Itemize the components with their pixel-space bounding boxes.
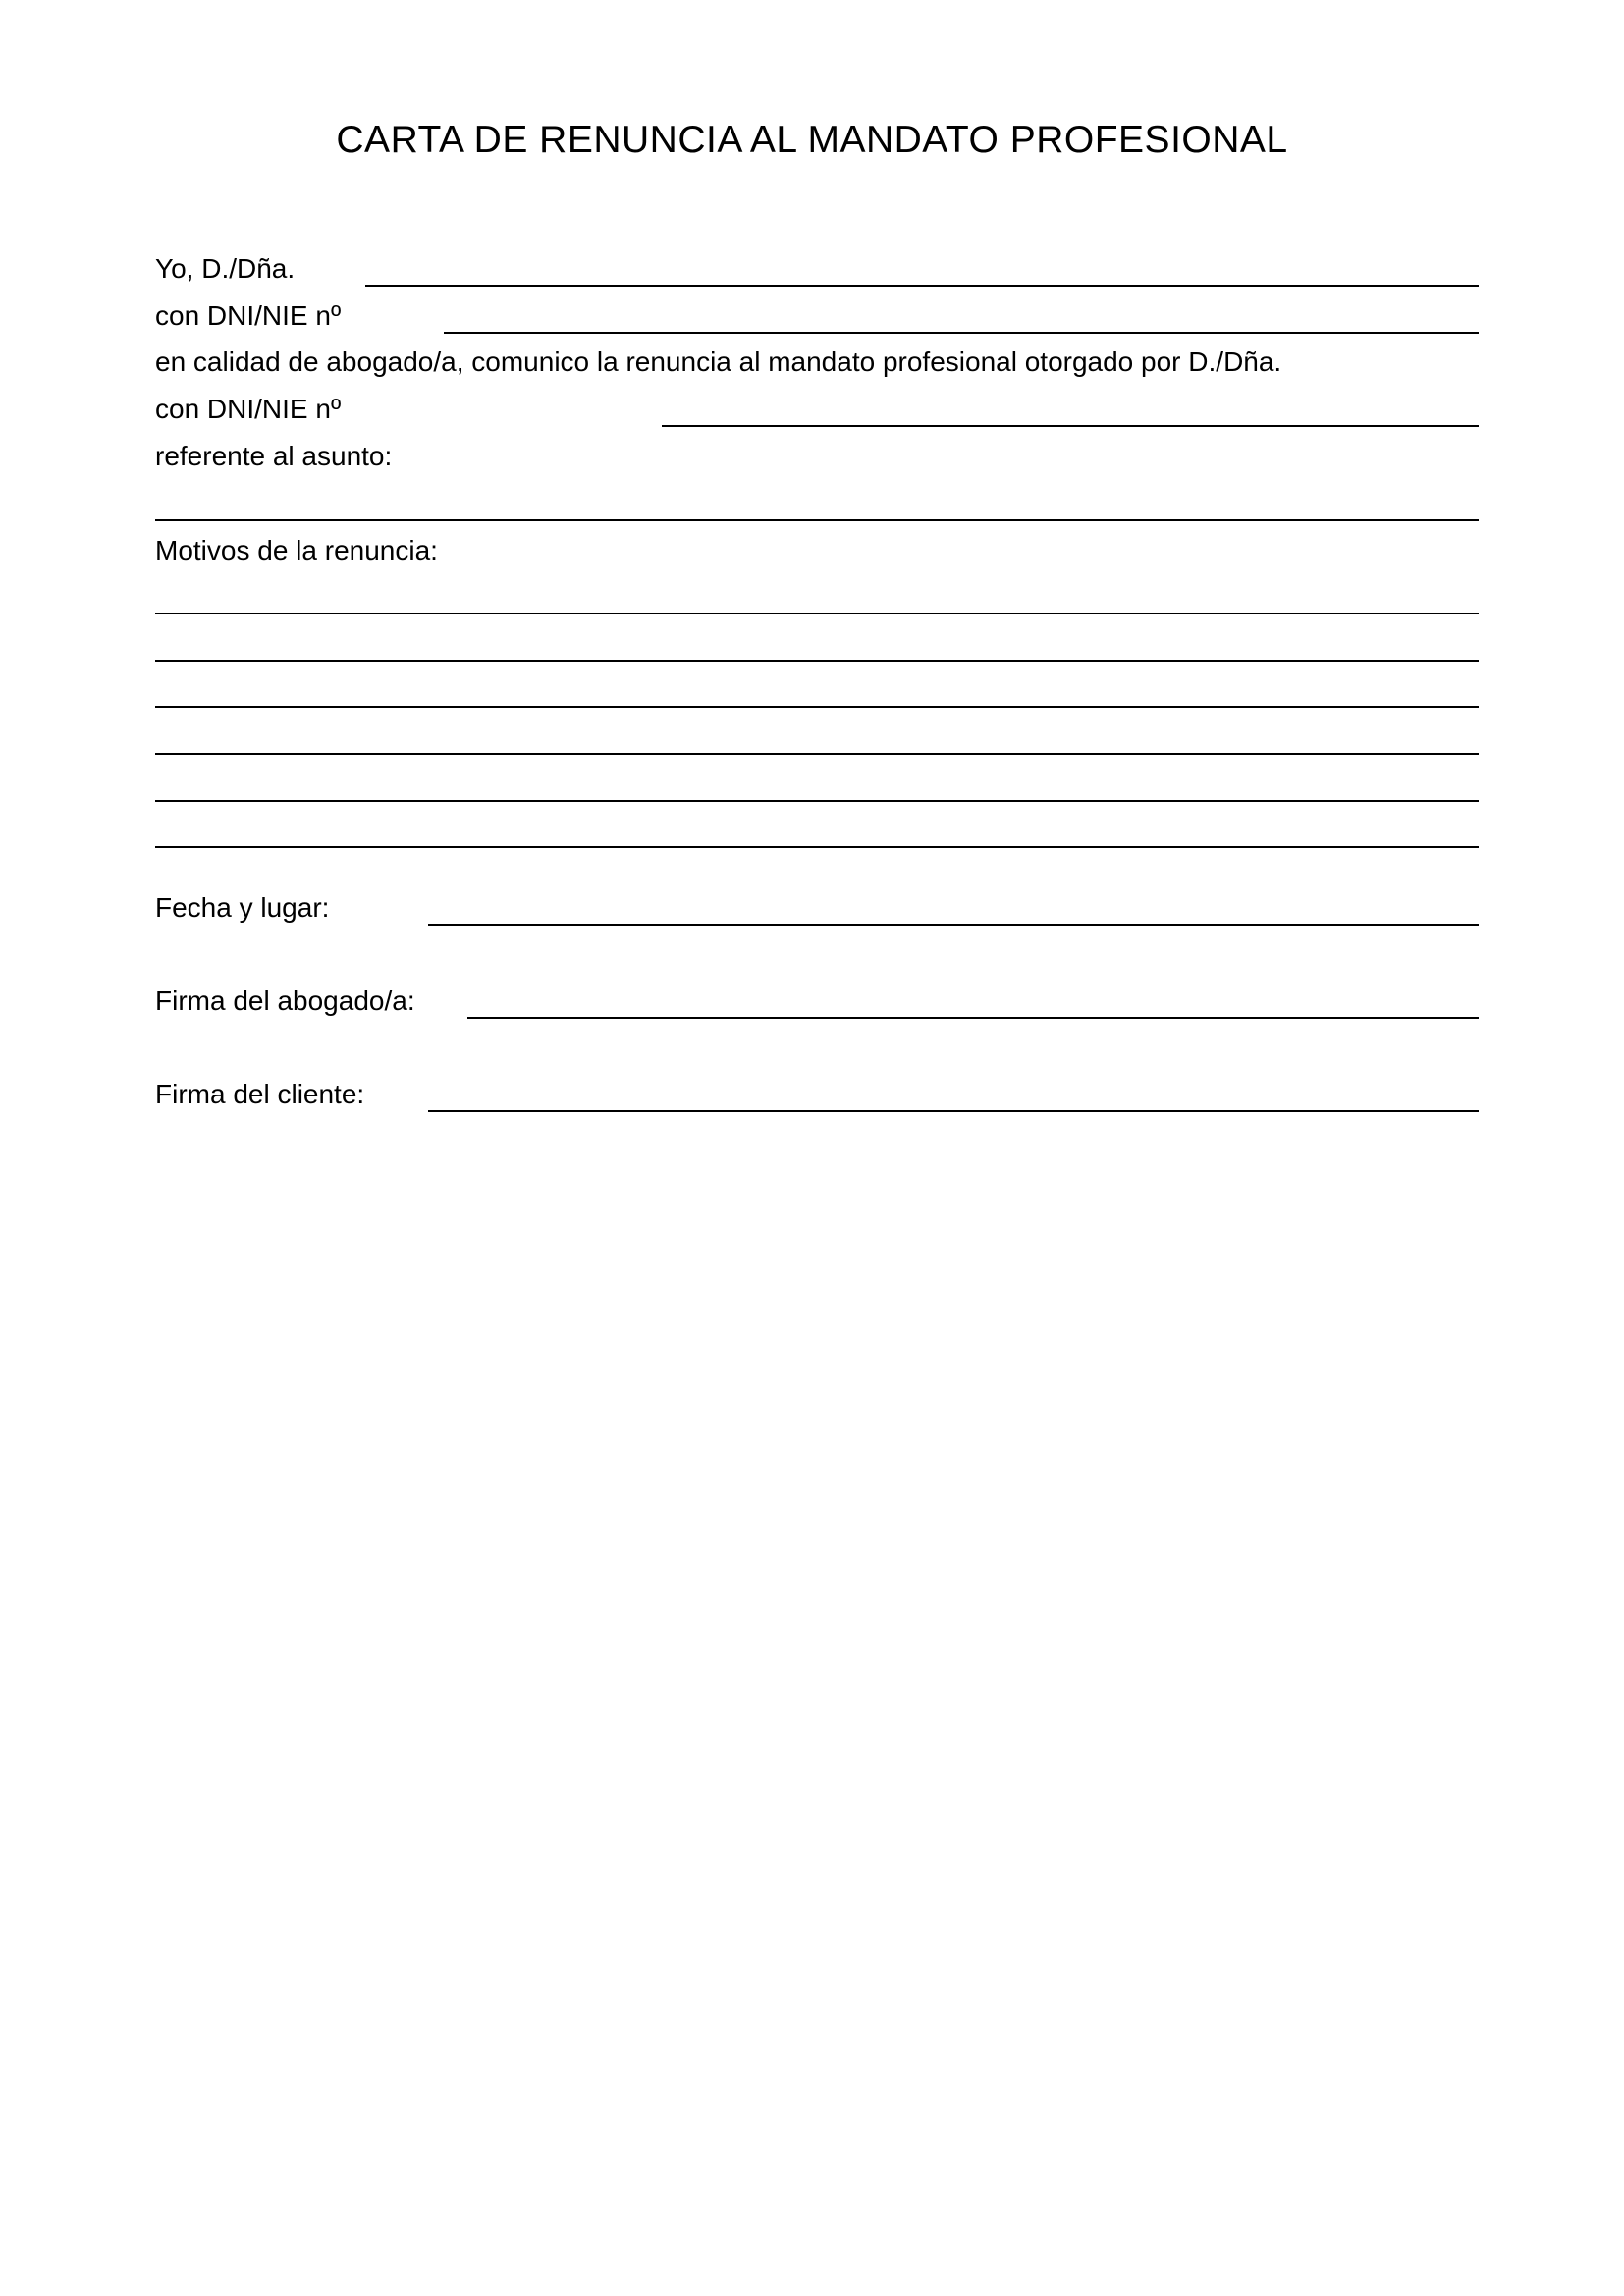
matter-label: referente al asunto: (155, 441, 393, 471)
reasons-line[interactable] (155, 613, 1479, 614)
reasons-label: Motivos de la renuncia: (155, 535, 438, 565)
client-signature-field[interactable] (428, 1110, 1479, 1112)
client-dni-field[interactable] (662, 425, 1479, 427)
lawyer-name-field[interactable] (365, 285, 1479, 287)
client-dni-label: con DNI/NIE nº (155, 394, 342, 424)
lawyer-dni-label: con DNI/NIE nº (155, 300, 342, 331)
statement-text: en calidad de abogado/a, comunico la renuncia al mandato profesional otorgado por D./Dña. (155, 347, 1282, 377)
document-title: CARTA DE RENUNCIA AL MANDATO PROFESIONAL (336, 119, 1288, 161)
reasons-line[interactable] (155, 706, 1479, 708)
date-place-label: Fecha y lugar: (155, 892, 330, 923)
reasons-line[interactable] (155, 753, 1479, 755)
matter-field[interactable] (155, 519, 1479, 521)
date-place-field[interactable] (428, 924, 1479, 926)
lawyer-signature-field[interactable] (467, 1017, 1479, 1019)
client-signature-label: Firma del cliente: (155, 1079, 365, 1109)
reasons-line[interactable] (155, 660, 1479, 662)
lawyer-name-label: Yo, D./Dña. (155, 253, 296, 284)
lawyer-signature-label: Firma del abogado/a: (155, 986, 415, 1016)
reasons-line[interactable] (155, 846, 1479, 848)
reasons-line[interactable] (155, 800, 1479, 802)
lawyer-dni-field[interactable] (444, 332, 1479, 334)
